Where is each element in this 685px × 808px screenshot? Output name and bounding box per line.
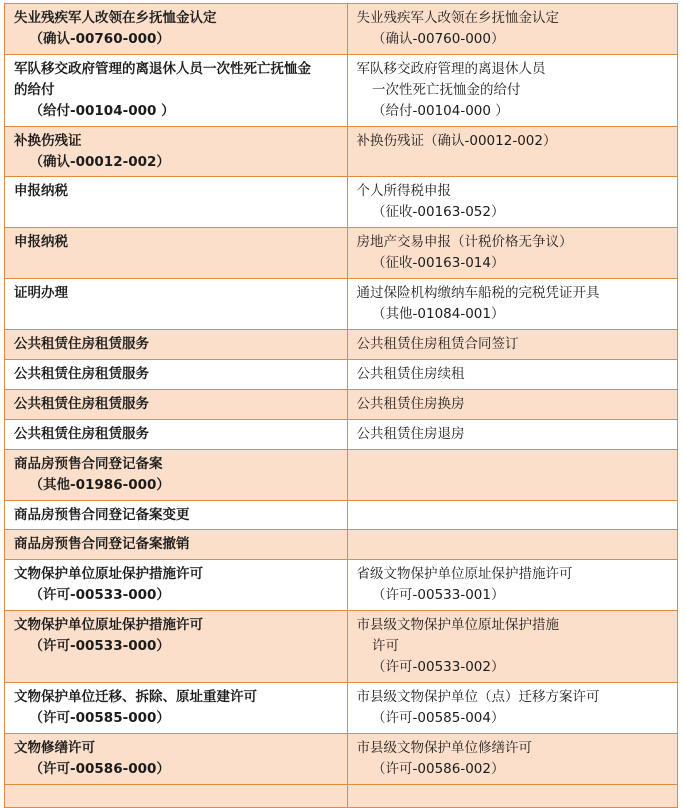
cell-line: 通过保险机构缴纳车船税的完税凭证开具 xyxy=(356,285,600,302)
cell-line: （征收-00163-014） xyxy=(372,255,505,272)
cell-line: 申报纳税 xyxy=(14,234,68,251)
cell-line: 公共租赁住房退房 xyxy=(356,425,465,442)
service-sub-item-cell xyxy=(347,4,678,54)
cell-line: 补换伤残证（确认-00012-002） xyxy=(356,132,557,149)
service-item-cell xyxy=(5,279,347,330)
cell-line: 公共租赁住房换房 xyxy=(356,395,465,412)
service-sub-item-cell xyxy=(347,177,678,228)
cell-line: 公共租赁住房租赁服务 xyxy=(14,395,149,412)
service-sub-item-cell xyxy=(347,733,678,784)
service-catalog-table xyxy=(5,4,678,808)
cell-line: 文物保护单位迁移、拆除、原址重建许可 xyxy=(14,688,257,705)
service-sub-item-cell xyxy=(347,419,678,449)
cell-line: 申报纳税 xyxy=(14,183,68,200)
table-row xyxy=(5,530,678,560)
cell-line: 商品房预售合同登记备案 xyxy=(14,455,163,472)
cell-line: 文物保护单位原址保护措施许可 xyxy=(14,566,203,583)
table-row xyxy=(5,733,678,784)
table-row xyxy=(5,419,678,449)
service-sub-item-cell xyxy=(347,359,678,389)
cell-line: 公共租赁住房租赁服务 xyxy=(14,365,149,382)
service-item-cell xyxy=(5,228,347,279)
service-item-cell xyxy=(5,449,347,500)
service-item-cell xyxy=(5,419,347,449)
cell-line: 失业残疾军人改领在乡抚恤金认定 xyxy=(14,10,217,26)
table-row xyxy=(5,279,678,330)
cell-line: 补换伤残证 xyxy=(14,132,82,149)
service-sub-item-cell xyxy=(347,682,678,733)
service-item-cell xyxy=(5,54,347,126)
service-item-cell xyxy=(5,784,347,807)
table-row xyxy=(5,329,678,359)
service-item-cell xyxy=(5,560,347,611)
cell-line: 公共租赁住房租赁合同签订 xyxy=(356,335,519,352)
service-sub-item-cell xyxy=(347,784,678,807)
service-sub-item-cell xyxy=(347,560,678,611)
cell-line: 失业残疾军人改领在乡抚恤金认定 xyxy=(356,10,559,26)
cell-line: （确认-00760-000） xyxy=(372,30,505,47)
table-row xyxy=(5,449,678,500)
table-row xyxy=(5,177,678,228)
cell-line: （给付-00104-000 ） xyxy=(29,102,175,119)
service-item-cell xyxy=(5,4,347,54)
service-item-cell xyxy=(5,126,347,177)
cell-line: （许可-00533-000） xyxy=(29,587,170,604)
cell-line: 文物修缮许可 xyxy=(14,739,95,756)
cell-line: （确认-00760-000） xyxy=(29,30,170,47)
service-item-cell xyxy=(5,177,347,228)
cell-line: （其他-01084-001） xyxy=(372,306,505,323)
cell-line: 军队移交政府管理的离退休人员一次性死亡抚恤金 xyxy=(14,60,311,77)
service-item-cell xyxy=(5,500,347,530)
service-item-cell xyxy=(5,359,347,389)
table-row xyxy=(5,228,678,279)
cell-line: 公共租赁住房租赁服务 xyxy=(14,335,149,352)
cell-line: （征收-00163-052） xyxy=(372,204,505,221)
service-sub-item-cell xyxy=(347,329,678,359)
table-row xyxy=(5,389,678,419)
service-item-cell xyxy=(5,329,347,359)
service-sub-item-cell xyxy=(347,611,678,683)
cell-line: 市县级文物保护单位修缮许可 xyxy=(356,739,532,756)
cell-line: 市县级文物保护单位（点）迁移方案许可 xyxy=(356,688,600,705)
cell-line: 个人所得税申报 xyxy=(356,183,451,200)
table-row xyxy=(5,359,678,389)
service-sub-item-cell xyxy=(347,389,678,419)
cell-line: （确认-00012-002） xyxy=(29,153,170,170)
cell-line: 房地产交易申报（计税价格无争议） xyxy=(356,234,573,251)
service-sub-item-cell xyxy=(347,126,678,177)
table-row xyxy=(5,500,678,530)
service-sub-item-cell xyxy=(347,500,678,530)
cell-line: 市县级文物保护单位原址保护措施 xyxy=(356,617,559,634)
service-sub-item-cell xyxy=(347,228,678,279)
table-row xyxy=(5,784,678,807)
service-item-cell xyxy=(5,733,347,784)
table-row xyxy=(5,4,678,54)
table-row xyxy=(5,682,678,733)
cell-line: （给付-00104-000 ） xyxy=(372,102,509,119)
cell-line: （许可-00586-000） xyxy=(29,760,170,777)
cell-line: （许可-00533-001） xyxy=(372,587,505,604)
service-item-cell xyxy=(5,530,347,560)
cell-line: （许可-00586-002） xyxy=(372,760,505,777)
cell-line: 的给付 xyxy=(14,81,55,98)
cell-line: 商品房预售合同登记备案撤销 xyxy=(14,536,190,553)
service-catalog-table-body xyxy=(5,4,678,807)
cell-line: 许可 xyxy=(372,638,400,655)
table-row xyxy=(5,560,678,611)
service-item-cell xyxy=(5,389,347,419)
service-sub-item-cell xyxy=(347,279,678,330)
service-sub-item-cell xyxy=(347,530,678,560)
cell-line: （许可-00533-002） xyxy=(372,659,505,676)
service-item-cell xyxy=(5,682,347,733)
cell-line: 军队移交政府管理的离退休人员 xyxy=(356,60,546,77)
service-item-cell xyxy=(5,611,347,683)
cell-line: 文物保护单位原址保护措施许可 xyxy=(14,617,203,634)
cell-line: 公共租赁住房续租 xyxy=(356,365,465,382)
cell-line: （其他-01986-000） xyxy=(29,476,170,493)
cell-line: 一次性死亡抚恤金的给付 xyxy=(372,81,521,98)
cell-line: 公共租赁住房租赁服务 xyxy=(14,425,149,442)
cell-line: 证明办理 xyxy=(14,285,68,302)
service-sub-item-cell xyxy=(347,54,678,126)
cell-line: 商品房预售合同登记备案变更 xyxy=(14,506,190,523)
service-sub-item-cell xyxy=(347,449,678,500)
cell-line: （许可-00585-000） xyxy=(29,709,170,726)
cell-line: （许可-00585-004） xyxy=(372,709,505,726)
table-row xyxy=(5,126,678,177)
service-catalog-table-container xyxy=(4,3,678,808)
cell-line: （许可-00533-000） xyxy=(29,638,170,655)
cell-line: 省级文物保护单位原址保护措施许可 xyxy=(356,566,573,583)
table-row xyxy=(5,611,678,683)
table-row xyxy=(5,54,678,126)
